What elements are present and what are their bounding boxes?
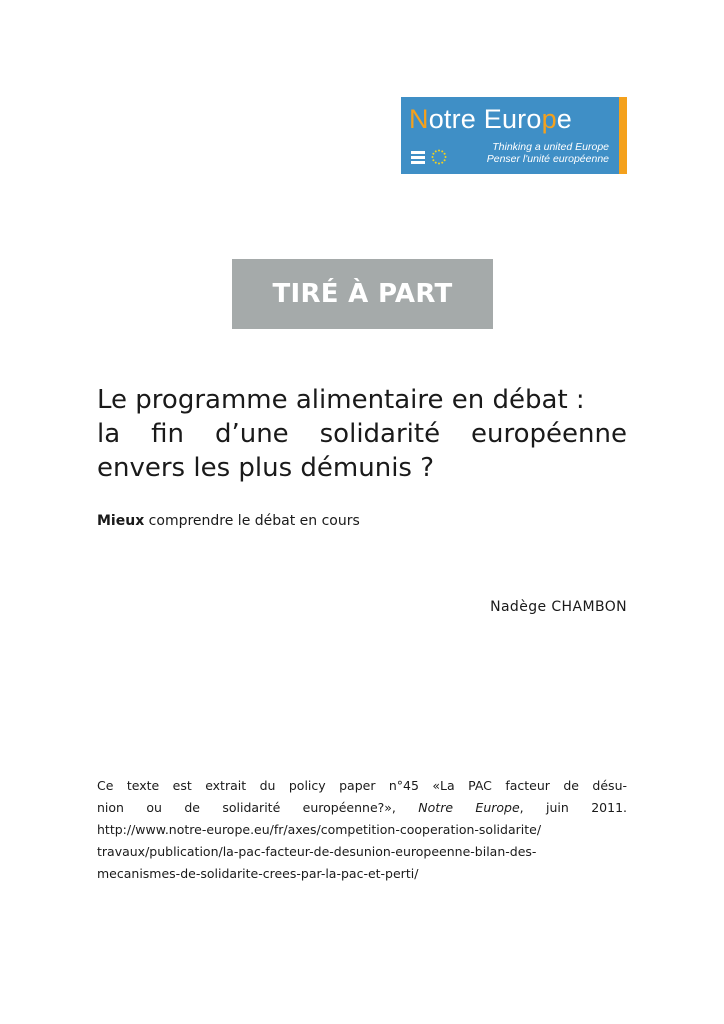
documents-icon [411, 151, 425, 164]
logo-wordmark [409, 103, 572, 135]
author-name: Nadège CHAMBON [490, 599, 627, 615]
note-line-2 [97, 797, 627, 819]
logo-wordmark-p: p [541, 104, 557, 134]
subtitle-rest: comprendre le débat en cours [144, 513, 360, 529]
note-line-1: Ce texte est extrait du policy paper n°45 «La PAC facteur de désu- [97, 778, 627, 793]
document-title [97, 383, 627, 485]
note-url-line-1: http://www.notre-europe.eu/fr/axes/competition-cooperation-solidarite/ [97, 822, 542, 837]
subtitle-emphasis: Mieux [97, 513, 145, 529]
note-line-2-b: , juin 2011. [519, 800, 627, 815]
logo-tagline-en: Thinking a united Europe [492, 141, 609, 153]
source-note [97, 775, 627, 885]
title-line-3: envers les plus démunis ? [97, 453, 435, 483]
note-line-2-a: nion ou de solidarité européenne?», [97, 800, 419, 815]
logo-wordmark-part1: otre Euro [428, 104, 542, 134]
logo-wordmark-part2: e [556, 104, 572, 134]
note-publisher: Notre Europe [418, 800, 520, 815]
title-line-1: Le programme alimentaire en débat : [97, 385, 585, 415]
logo-wordmark-n: N [409, 104, 429, 134]
document-subtitle [97, 512, 360, 530]
note-url-line-3: mecanismes-de-solidarite-crees-par-la-pac-et-perti/ [97, 866, 419, 881]
banner-label: TIRÉ À PART [272, 279, 453, 309]
title-line-2: la fin d’une solidarité européenne [97, 419, 627, 449]
notre-europe-logo [401, 97, 627, 174]
logo-tagline [487, 142, 609, 165]
logo-tagline-fr: Penser l'unité européenne [486, 152, 609, 165]
eu-stars-icon [431, 149, 447, 165]
tire-a-part-banner [232, 259, 493, 329]
note-url-line-2: travaux/publication/la-pac-facteur-de-desunion-europeenne-bilan-des- [97, 844, 537, 859]
logo-accent-bar [619, 97, 627, 174]
